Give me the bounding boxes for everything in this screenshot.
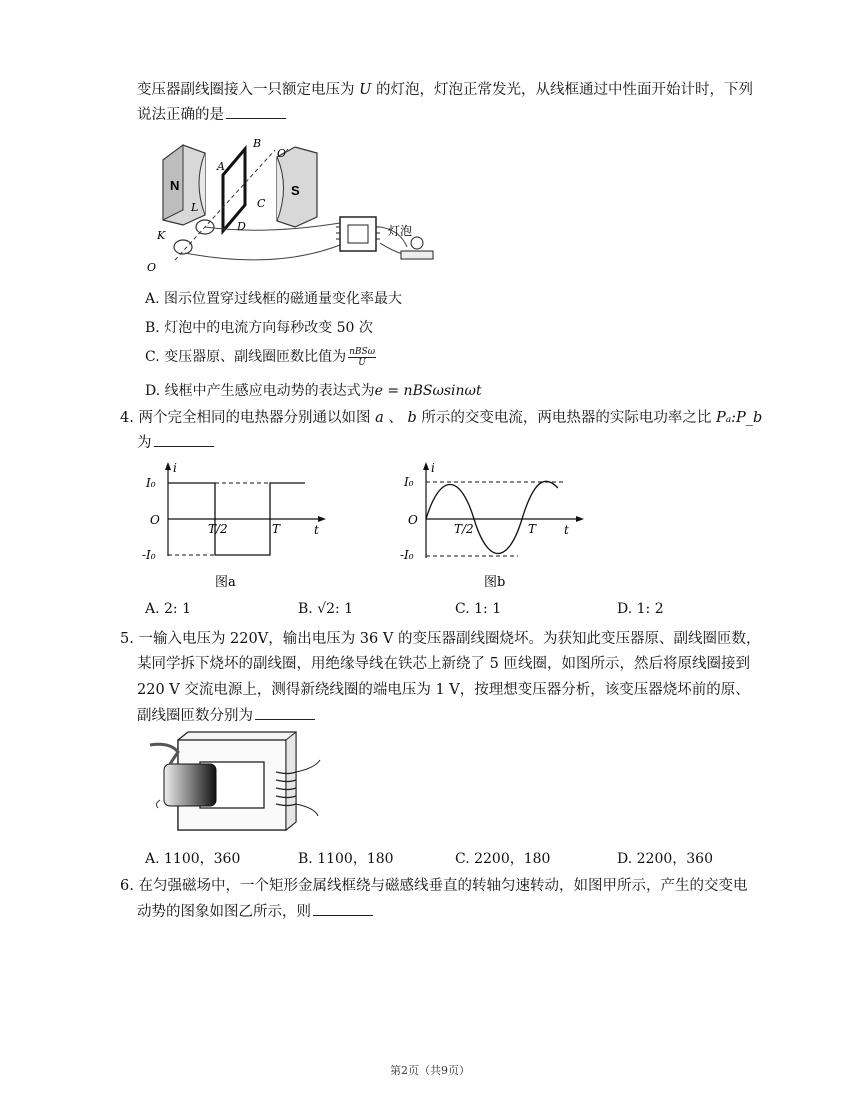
q3-line2-text: 说法正确的是 <box>137 107 224 123</box>
label-C: C <box>257 197 266 210</box>
tick-T2: T/2 <box>454 522 474 536</box>
q3-option-b: B. 灯泡中的电流方向每秒改变 50 次 <box>145 320 373 336</box>
q3-text-line1 <box>137 80 753 100</box>
q4-option-d: D. 1: 2 <box>617 601 664 617</box>
fraction-denominator: U <box>358 357 366 368</box>
figure-b-sine-wave <box>398 458 598 598</box>
q4-text-line2 <box>137 432 214 453</box>
q5-option-d: D. 2200，360 <box>617 851 713 867</box>
label-L: L <box>191 201 199 214</box>
label-O-prime: O′ <box>277 147 289 160</box>
q3-line1-a: 变压器副线圈接入一只额定电压为 <box>137 82 355 98</box>
q5-line4-text: 副线圈匝数分别为 <box>137 708 253 724</box>
answer-blank <box>226 104 286 119</box>
q5-option-a: A. 1100，360 <box>145 851 241 867</box>
q3-option-d <box>145 380 482 400</box>
q5-option-c: C. 2200，180 <box>455 851 551 867</box>
answer-blank <box>313 901 373 916</box>
q5-text-line4 <box>137 705 315 726</box>
q4-text-line1 <box>120 408 762 428</box>
fraction-numerator: nBSω <box>349 346 376 357</box>
q4-option-a: A. 2: 1 <box>145 601 191 617</box>
q5-text-line2: 某同学拆下烧坏的副线圈，用绝缘导线在铁芯上新绕了 5 匝线圈，如图所示，然后将原线圈接到 <box>137 656 750 672</box>
tick-T: T <box>272 522 281 536</box>
q5-text-line1: 5. 一输入电压为 220V，输出电压为 36 V 的变压器副线圈烧坏。为获知此变压器原、副线圈匝数， <box>120 631 761 647</box>
q3-line1-b: 的灯泡，灯泡正常发光，从线框通过中性面开始计时，下列 <box>375 82 753 98</box>
label-B: B <box>253 137 262 150</box>
q3-option-c-text: C. 变压器原、副线圈匝数比值为 <box>145 349 347 365</box>
q4-ratio: Pₐ:P_b <box>715 410 763 426</box>
axis-O: O <box>150 513 160 527</box>
q6-line2-text: 动势的图象如图乙所示，则 <box>137 904 311 920</box>
q4-line1-b: 所示的交变电流，两电热器的实际电功率之比 <box>421 410 712 426</box>
q4-var-a: a <box>375 410 384 426</box>
q3-text-line2 <box>137 104 286 125</box>
answer-blank <box>255 705 315 720</box>
q6-text-line1: 6. 在匀强磁场中，一个矩形金属线框绕与磁感线垂直的转轴匀速转动，如图甲所示，产生的交变电 <box>120 878 748 894</box>
label-D: D <box>237 220 246 233</box>
generator-figure <box>145 135 445 275</box>
tick-T: T <box>528 522 537 536</box>
q4-line2-text: 为 <box>137 435 152 451</box>
figure-a-square-wave <box>140 458 330 598</box>
q3-option-c <box>145 346 378 368</box>
q3-option-c-fraction <box>348 347 376 368</box>
axis-neg-I0: -I₀ <box>400 548 414 562</box>
figure-a-caption: 图a <box>215 575 236 590</box>
answer-blank <box>154 432 214 447</box>
q3-var-u: U <box>359 82 372 98</box>
transformer-core-figure <box>150 730 325 835</box>
axis-t: t <box>314 523 319 537</box>
magnet-N-label: N <box>170 178 180 193</box>
q3-option-a: A. 图示位置穿过线框的磁通量变化率最大 <box>145 291 403 307</box>
page-footer: 第2页（共9页） <box>390 1064 470 1077</box>
axis-i: i <box>431 461 435 475</box>
axis-O: O <box>408 513 418 527</box>
q4-var-b: b <box>407 410 417 426</box>
q4-line1-a: 4. 两个完全相同的电热器分别通以如图 <box>120 410 371 426</box>
figure-b-caption: 图b <box>484 575 506 590</box>
axis-i: i <box>173 461 177 475</box>
label-O: O <box>147 261 157 274</box>
magnet-S-label: S <box>291 183 300 198</box>
tick-T2: T/2 <box>208 522 228 536</box>
bulb-label: 灯泡 <box>388 224 413 238</box>
axis-I0: I₀ <box>146 476 156 490</box>
axis-neg-I0: -I₀ <box>142 548 156 562</box>
q4-sep: 、 <box>388 410 403 426</box>
q3-option-d-formula: e = nBSωsinωt <box>374 383 482 399</box>
q4-option-b: B. √2: 1 <box>298 601 354 617</box>
q5-option-b: B. 1100，180 <box>298 851 394 867</box>
q3-option-d-text: D. 线框中产生感应电动势的表达式为 <box>145 383 375 399</box>
label-K: K <box>157 229 166 242</box>
label-A: A <box>217 160 225 173</box>
axis-t: t <box>564 523 569 537</box>
q6-text-line2 <box>137 901 373 922</box>
q5-text-line3: 220 V 交流电源上，测得新绕线圈的端电压为 1 V，按理想变压器分析，该变压器烧坏前的原、 <box>137 682 750 698</box>
q4-option-c: C. 1: 1 <box>455 601 502 617</box>
axis-I0: I₀ <box>404 475 414 489</box>
